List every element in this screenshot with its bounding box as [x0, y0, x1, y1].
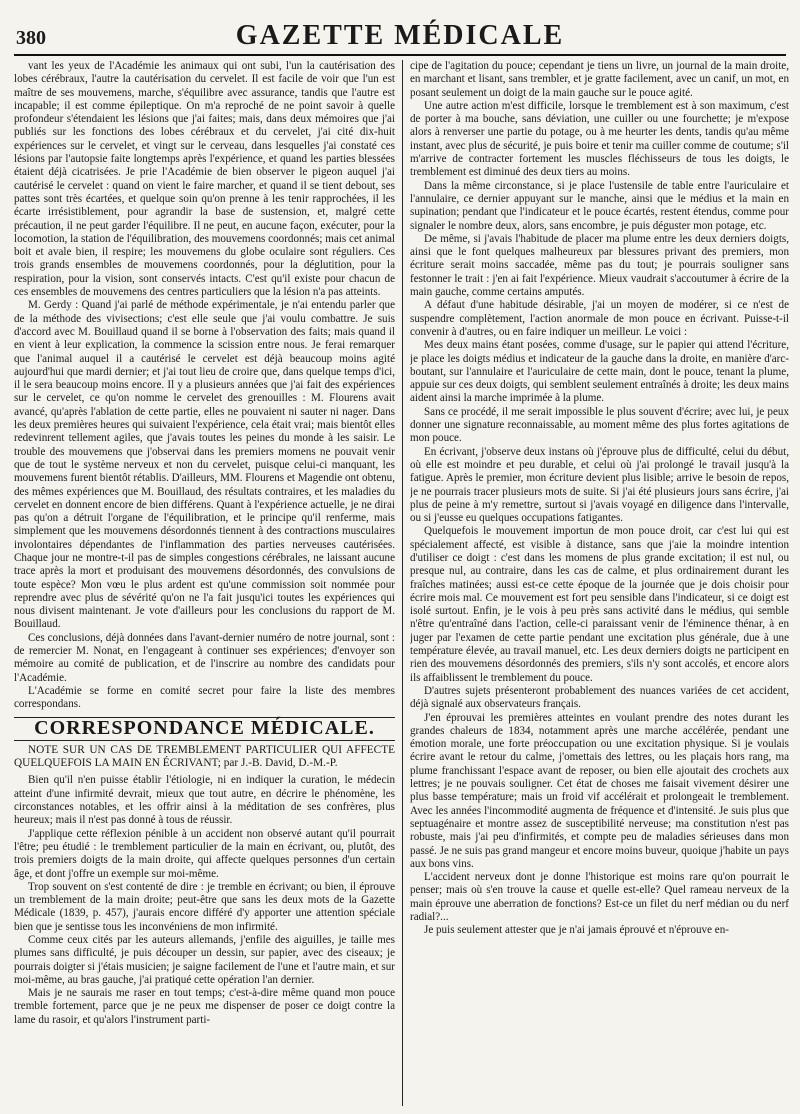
paragraph: L'Académie se forme en comité secret pour faire la liste des membres correspondans.: [14, 684, 395, 711]
paragraph: M. Gerdy : Quand j'ai parlé de méthode expérimentale, je n'ai entendu parler que de la méthode des vivisections; c'est elle seule que j'ai voulu combattre. Je suis d'accord avec M. Bouillaud quand il se borne à l'observation des faits; mais quand il en vient à leur explication, la commence la scission entre nous. Je ferai remarquer que l'animal auquel il a cautérisé le cervelet est déjà beaucoup moins agité aujourd'hui que mardi dernier; et j'ai tout lieu de croire que, dans quelque temps d'ici, il le sera beaucoup moins encore. Il y a plusieurs années que j'ai fait des expériences sur le cervelet, ce qu'on nomme le cervelet des grenouilles : M. Flourens avait avancé, qu'après l'ablation de cette partie, elles ne pouvaient ni sauter ni nager. Dans les deux premières heures qui suivaient l'expérience, cela était vrai; mais bientôt elles redevinrent tellement agiles, que j'avais toutes les peines du monde à les saisir. Le trouble des mouvemens que j'observai dans les premiers momens ne pouvait venir que de tout le système nerveux et non du cervelet, puisque celui-ci manquant, les mouvemens furent bientôt rétablis. D'ailleurs, MM. Flourens et Magendie ont obtenu, des mêmes expériences que M. Bouillaud, des résultats contraires, et les maladies du cervelet en donnent encore de bien différens. Quant à l'expérience actuelle, je ne dirai pas qu'on a détruit l'organe de l'équilibration, et le principe qu'il renferme, mais simplement que les mouvemens désordonnés tiennent à des contractions musculaires involontaires dépendantes de l'inflammation des parties nerveuses cautérisées. Chaque jour ne montre-t-il pas de simples congestions cérébrales, ne laissant aucune trace après la mort et produisant des mouvemens désordonnés, des convulsions de toute espèce? Mon vœu le plus ardent est qu'une commission soit nommée pour reprendre avec plus de sévérité qu'on ne l'a fait jusqu'ici toutes les expériences qui nous divisent maintenant. Je vote d'ailleurs pour les conclusions du rapport de M. Bouillaud.: [14, 299, 395, 631]
paragraph: Quelquefois le mouvement importun de mon pouce droit, car c'est lui qui est spécialement affecté, est visible à distance, sans que j'aie la moindre intention d'utiliser ce doigt : c'est dans les momens de plus grande excitation; il est nul, ou presque nul, au contraire, dans les cas de calme, et plus ordinairement durant les fraîches matinées; aussi est-ce cette époque de la journée que je dois choisir pour écrire mois mal. Ce mouvement est fort peu sensible dans l'indicateur, si ce doigt est isolé surtout. Enfin, je le vois à peu près sans activité dans le médius, qui semble n'être qu'entraîné dans l'action, celle-ci paraissant venir de l'éminence thénar, à en juger par l'examen de cette partie pendant une excitation plus générale, due à une température élevée, au travail manuel, etc. Les deux derniers doigts ne participent en rien des mouvemens désordonnés des premiers, s'ils n'y sont accolés, et encore alors ils affaiblissent le tremblement du pouce.: [410, 525, 789, 684]
right-column: [410, 60, 789, 1106]
paragraph: Mes deux mains étant posées, comme d'usage, sur le papier qui attend l'écriture, je place les doigts médius et indicateur de la gauche dans la droite, en manière d'arc-boutant, sur l'annulaire et l'auriculaire de cette main, dont le pouce, tenant la plume, appuie sur ces deux doigts, qui semblent seulement entraînés à droite; les deux mains aident ainsi la marche imprimée à la plume.: [410, 339, 789, 405]
paragraph: A défaut d'une habitude désirable, j'ai un moyen de modérer, si ce n'est de suspendre complètement, l'action anormale de mon pouce en écrivant. Puisse-t-il convenir à d'autres, ou en faire indiquer un meilleur. Le voici :: [410, 299, 789, 338]
section-title: CORRESPONDANCE MÉDICALE.: [34, 716, 375, 739]
paragraph: Mais je ne saurais me raser en tout temps; c'est-à-dire même quand mon pouce tremble fortement, parce que je ne peux me dispenser de poser ce doigt contre la lame du rasoir, et qu'alors l'instrument parti-: [14, 987, 395, 1026]
paragraph: En écrivant, j'observe deux instans où j'éprouve plus de difficulté, celui du début, où elle est moindre et peu durable, et celui où j'ai prolongé le travail jusqu'à la fatigue. Après le premier, mon écriture devient plus lisible; arrive le besoin de repos, je ne pourrais tracer plusieurs mots de suite. Si j'ai été plusieurs jours sans écrire, j'ai plus de peine à m'y remettre, surtout si j'avais voyagé en diligence dans l'intervalle, ou si j'eusse eu quelques occupations fatigantes.: [410, 445, 789, 525]
paragraph: Ces conclusions, déjà données dans l'avant-dernier numéro de notre journal, sont : de remercier M. Nonat, en l'engageant à continuer ses expériences; d'envoyer son mémoire au comité de publication, et de l'inscrire au nombre des candidats pour l'Académie.: [14, 631, 395, 684]
paragraph: cipe de l'agitation du pouce; cependant je tiens un livre, un journal de la main droite, en marchant et lisant, sans trembler, et je gratte facilement, avec un canif, un mot, en posant seulement un doigt de la main gauche sur le pouce agité.: [410, 60, 789, 99]
note-title: NOTE SUR UN CAS DE TREMBLEMENT PARTICULIER QUI AFFECTE QUELQUEFOIS LA MAIN EN ÉCRIVANT; par J.-B. David, D.-M.-P.: [14, 743, 395, 770]
paragraph: Sans ce procédé, il me serait impossible le plus souvent d'écrire; avec lui, je peux donner une signature reconnaissable, au moment même des plus fortes agitations de mon pouce.: [410, 405, 789, 445]
paragraph: J'applique cette réflexion pénible à un accident non observé autant qu'il pourrait l'être; peu étudié : le tremblement particulier de la main en écrivant, ou, plutôt, des trois premiers doigts de la main droite, qui affecte quelques personnes d'un certain âge, et dont j'offre un exemple sur moi-même.: [14, 827, 395, 880]
paragraph: Je puis seulement attester que je n'ai jamais éprouvé et n'éprouve en-: [424, 924, 729, 937]
left-column: [14, 60, 395, 1106]
paragraph: Dans la même circonstance, si je place l'ustensile de table entre l'auriculaire et l'annulaire, ce dernier appuyant sur le manche, ainsi que le médius et la main en supination; pendant que l'indicateur et le pouce écartés, restent étendus, comme pour signaler le nombre deux, alors, sans encombre, je puis déguster mon potage, etc.: [410, 179, 789, 232]
column-rule: [402, 60, 403, 1106]
page-title: GAZETTE MÉDICALE: [235, 20, 565, 51]
paragraph: D'autres sujets présenteront probablement des nuances variées de cet accident, déjà signalé aux observateurs français.: [410, 684, 789, 711]
section-divider: [14, 740, 395, 741]
paragraph: Trop souvent on s'est contenté de dire : je tremble en écrivant; ou bien, il éprouve un tremblement de la main droite; peut-être que sans les deux mots de la Gazette Médicale (1839, p. 457), j'aurais encore différé d'y apporter une attention spéciale bien que je sentisse tous les inconvéniens de mon infirmité.: [14, 880, 395, 933]
page-number: 380: [16, 27, 46, 49]
paragraph: De même, si j'avais l'habitude de placer ma plume entre les deux derniers doigts, ainsi que le font quelques malheureux par blessures privant des premiers, mon écriture serait moins saccadée, même pas du tout; je pourrais souligner sans festonner le trait : j'en ai fait l'expérience. Mieux vaudrait s'accoutumer à écrire de la main gauche, comme certains amputés.: [410, 232, 789, 299]
paragraph: Bien qu'il n'en puisse établir l'étiologie, ni en indiquer la curation, le médecin atteint d'une infirmité devrait, mieux que tout autre, en décrire le phénomène, les circonstances notables, et les offrir ainsi à la méditation de ses confrères, plus heureux; mais il n'est pas donné à tous de réussir.: [14, 774, 395, 827]
paragraph: Une autre action m'est difficile, lorsque le tremblement est à son maximum, c'est de porter à ma bouche, sans déviation, une cuiller ou une fourchette; je m'expose alors à renverser une partie du potage, ou à me heurter les dents, tandis qu'au même instant, avec plus de sécurité, je puis boire et tenir ma cuiller comme de coutume; s'il m'arrive de contracter fortement les muscles fléchisseurs de tous les doigts, le tremblement est diminué des deux tiers au moins.: [410, 99, 789, 179]
paragraph: L'accident nerveux dont je donne l'historique est moins rare qu'on pourrait le penser; mais où s'en trouve la cause et quelle est-elle? Quel rameau nerveux de la main éprouve une aberration de fonctions? Est-ce un filet du nerf médian ou du nerf radial?...: [410, 871, 789, 923]
masthead: [14, 14, 786, 56]
paragraph: J'en éprouvai les premières atteintes en voulant prendre des notes durant les grandes chaleurs de 1834, notamment après une marche accélérée, pendant une émotion morale, une forte préoccupation ou une excitation physique. Si je voulais écrire avant le retour du calme, j'omettais des lettres, ou les plaçais hors rang, ma plume franchissant l'espace avant de reposer, ou bien elle ajoutait des crochets aux lettres; je ne pouvais souligner. Cet état de choses me faisait vivement désirer une plus basse température; mais un froid vif accélérait et prolongeait le tremblement. Avec les années l'incommodité augmenta de fréquence et d'intensité. Je suis plus que septuagénaire et montre assez de susceptibilité nerveuse; ma constitution n'est pas robuste, mais j'ai peu d'infirmités, et compte peu de maladies sérieuses dans mon passé. Je ne suis pas grand mangeur et encore moins buveur, quoique j'habite un pays aux bons vins.: [410, 711, 789, 870]
paragraph: Comme ceux cités par les auteurs allemands, j'enfile des aiguilles, je taille mes plumes sans difficulté, je puis découper un dessin, sur papier, avec des ciseaux; je pourrais doigter si j'étais musicien; je saigne facilement de l'une et l'autre main, et sur moi-même, au bras gauche, j'ai pratiqué cette opération l'an dernier.: [14, 934, 395, 986]
paragraph: vant les yeux de l'Académie les animaux qui ont subi, l'un la cautérisation des lobes cérébraux, l'autre la cautérisation du cervelet. Il est facile de voir que l'un est maître de ses mouvemens, marche, s'équilibre avec assurance, tandis que l'autre est incapable; il est comme épileptique. On m'a reproché de ne point savoir à quelle profondeur s'étendaient les lésions que j'ai faites; mais, dans deux mémoires que j'ai publiés sur les fonctions des lobes cérébraux et du cervelet, j'ai cité dix-huit expériences sur le cervelet, et vingt sur le cerveau, dans lesquelles j'ai constaté ces lésions par l'autopsie faite longtemps après l'expérience, et quand les parties blessées étaient déjà cicatrisées. Je prie l'Académie de bien observer le pigeon auquel j'ai cautérisé le cervelet : quand on vient le faire marcher, et quand il se tient debout, ses pattes sont très écartées, et quelque soin qu'on prenne à les tenir rapprochées, il les écarte irrésistiblement, pour agrandir la base de sustension, et, malgré cette précaution, il ne peut garder l'équilibre. Il ne peut, en aucune façon, exécuter, pour la locomotion, la station de l'équilibration, des mouvemens coordonnés; mais cet animal boit et avale bien, il respire; les mouvemens du globe oculaire sont réguliers. Ces trois grands ensembles de mouvemens coordonnés, pour la déglutition, pour la respiration, pour la vision, sont conservés intacts. C'est qu'il existe pour chacun de ces ensembles de mouvemens des centres particuliers que la lésion n'a pas atteints.: [14, 60, 395, 299]
